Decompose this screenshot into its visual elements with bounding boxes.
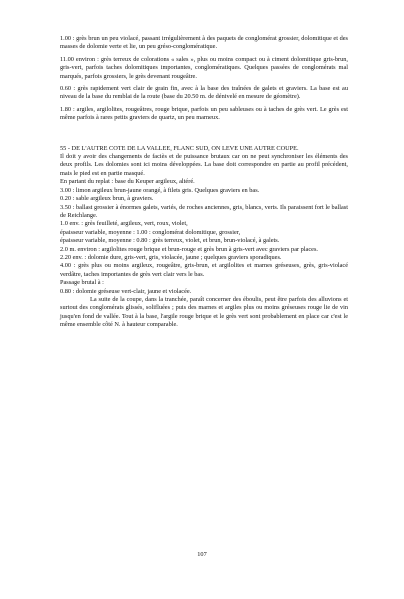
stratum-entry: 3.00 : limon argileux brun-jaune orangé, à filets gris. Quelques graviers en bas.: [60, 186, 260, 194]
stratum-entry: 3.50 : ballast grossier à énormes galets, variés, de roches anciennes, gris, blancs, verts. Ils paraissent fort le ballast de Reichlange.: [60, 203, 348, 219]
page-number: 107: [197, 551, 207, 558]
stratum-entry: 1.00 : grès brun un peu violacé, passant irrégulièrement à des paquets de conglomérat grossier, dolomitique et des masses de dolomie verte et lie, un peu gréso-conglomératique.: [60, 35, 348, 51]
stratum-entry: 1.0 env. : grès feuilleté, argileux, vert, roux, violet,: [60, 220, 188, 228]
stratum-entry: 1.80 : argiles, argilolites, rougeâtres, rouge brique, parfois un peu sableuses ou à taches de grès vert. Le grès est même parfois à rares petits graviers de quartz, un peu marneux.: [60, 105, 348, 122]
starting-point-line: En partant du replat : base du Keuper argileux, altéré.: [60, 178, 195, 186]
stratum-entry: 2.0 m. environ : argilolites rouge brique et brun-rouge et grès brun à gris-vert avec graviers par places.: [60, 245, 318, 253]
closing-paragraph: La suite de la coupe, dans la tranchée, paraît concerner des éboulis, peut être parfois des alluvions et surtout des conglomérats glissés, solifluées ; puis des marnes et argiles plus ou moins gréseuses rouge lie de vin jusqu'en fond de vallée. Tout à la base, l'argile rouge brique et le grès vert sont probablement en place car c'est le même ensemble côté N. à hauteur comparable.: [60, 295, 348, 329]
stratum-entry: épaisseur variable, moyenne : 1.00 : conglomérat dolomitique, grossier,: [60, 228, 241, 236]
stratum-entry: 0.80 : dolomie gréseuse vert-clair, jaune et violacée.: [60, 287, 192, 295]
stratum-entry: 4.00 : grès plus ou moins argileux, rougeâtre, gris-brun, et argilolites et marnes gréseuses, grès, gris-violacé verdâtre, taches importantes de grès vert clair vers le bas.: [60, 262, 348, 278]
transition-line: Passage brutal à :: [60, 279, 104, 287]
stratum-entry: 0.60 : grès rapidement vert clair de grain fin, avec à la base des traînées de galets et graviers. La base est au niveau de la base du remblai de la route (base du 20.50 m. de dénivelé en mesure de géomètre).: [60, 85, 348, 101]
stratum-entry: 0.20 : sable argileux brun, à graviers.: [60, 195, 154, 203]
page-body: [60, 35, 348, 330]
section-heading: 55 - DE L'AUTRE COTE DE LA VALLEE, FLANC SUD, ON LEVE UNE AUTRE COUPE.: [60, 144, 299, 152]
intro-paragraph: Il doit y avoir des changements de faciès et de puissance brutaux car on ne peut synchroniser les éléments des deux profils. Les dolomies sont ici moins développées. La base doit correspondre en partie au profil précédent, mais le pied est en partie masqué.: [60, 153, 348, 177]
stratum-entry: épaisseur variable, moyenne : 0.80 : grès terreux, violet, et brun, brun-violacé, à galets.: [60, 237, 280, 245]
stratum-entry: 11.00 environ : grès terreux de colorations « sales », plus ou moins compact ou à ciment dolomitique gris-brun, gris-vert, parfois taches dolomitiques importantes, conglomératiques. Quelques passées de conglomérats mal marqués, parfois grossiers, le grès devenant rougeâtre.: [60, 55, 348, 80]
stratum-entry: 2.20 env. : dolomie dure, gris-vert, gris, violacée, jaune ; quelques graviers sporadiques.: [60, 253, 282, 261]
